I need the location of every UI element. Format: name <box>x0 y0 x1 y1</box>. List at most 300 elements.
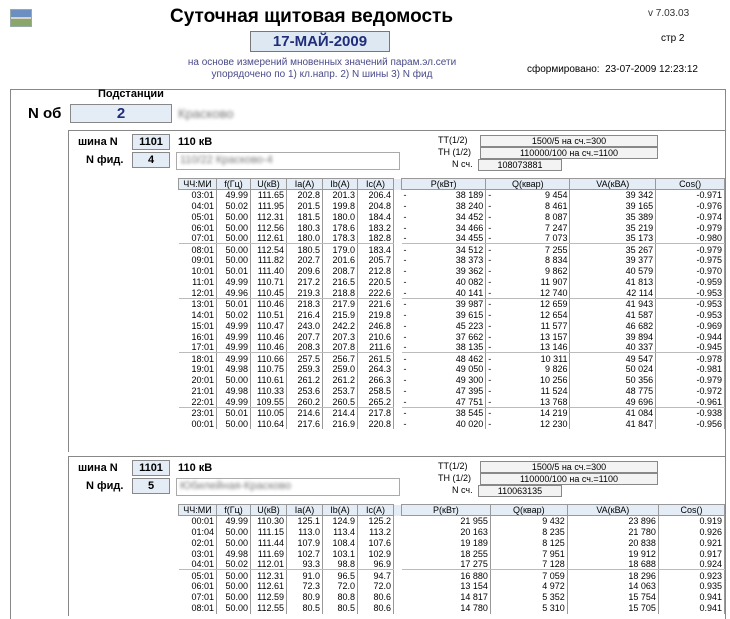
table-cell: 13 157 <box>498 331 570 342</box>
table-cell <box>490 537 502 548</box>
table-cell: 49.99 <box>217 396 251 407</box>
table-cell: -0.978 <box>656 353 725 364</box>
th-ratio-value: 110000/100 на сч.=1100 <box>480 473 658 485</box>
table-cell: 182.8 <box>358 233 394 244</box>
table-cell: - <box>486 396 498 407</box>
column-header: Ia(A) <box>287 179 323 190</box>
table-row <box>179 570 725 581</box>
table-cell: 13 768 <box>498 396 570 407</box>
table-cell: 34 466 <box>414 222 486 233</box>
table-row <box>179 386 725 397</box>
table-cell <box>402 526 414 537</box>
table-cell: 17 275 <box>414 559 491 570</box>
table-cell: -0.972 <box>656 386 725 397</box>
table-cell: 111.82 <box>251 255 287 266</box>
table-cell: 111.40 <box>251 266 287 277</box>
table-cell: 50.00 <box>217 526 251 537</box>
table-cell: 214.4 <box>323 407 358 418</box>
table-cell: 218.3 <box>287 298 323 309</box>
column-gap <box>394 179 402 190</box>
table-cell: 109.55 <box>251 396 287 407</box>
table-cell: 110.47 <box>251 320 287 331</box>
page-number: стр 2 <box>661 33 685 44</box>
table-cell <box>402 537 414 548</box>
table-cell: -0.938 <box>656 407 725 418</box>
table-cell: 110.46 <box>251 331 287 342</box>
table-cell: 110.51 <box>251 309 287 320</box>
table-cell: 06:01 <box>179 581 217 592</box>
table-cell: - <box>402 342 414 353</box>
table-cell: 23:01 <box>179 407 217 418</box>
column-gap <box>394 320 402 331</box>
table-cell: - <box>403 320 407 331</box>
table-cell: 125.1 <box>287 516 323 527</box>
column-header: f(Гц) <box>217 505 251 516</box>
feeder-value: 5 <box>132 478 170 494</box>
table-cell: -0.980 <box>656 233 725 244</box>
table-cell: -0.974 <box>656 211 725 222</box>
tt-ratio-label: ТТ(1/2) <box>438 135 468 145</box>
table-cell: 8 087 <box>498 211 570 222</box>
table-cell: 50.02 <box>217 200 251 211</box>
table-row <box>179 364 725 375</box>
table-cell: 35 173 <box>570 233 656 244</box>
table-cell: 112.61 <box>251 581 287 592</box>
table-cell: 220.5 <box>358 277 394 288</box>
feeder-name-box <box>176 152 400 170</box>
table-cell: 41 587 <box>570 309 656 320</box>
table-cell: 72.3 <box>287 581 323 592</box>
table-cell: 0.917 <box>658 548 724 559</box>
table-cell: 7 247 <box>498 222 570 233</box>
table-cell: 20:01 <box>179 375 217 386</box>
table-cell: 47 395 <box>414 386 486 397</box>
table-cell: 41 847 <box>570 418 656 429</box>
table-cell: -0.969 <box>656 320 725 331</box>
table-cell: 178.6 <box>323 222 358 233</box>
table-cell: 112.31 <box>251 211 287 222</box>
table-cell <box>402 603 414 614</box>
column-gap <box>394 233 402 244</box>
feeder-name: Юбилейная-Красково <box>180 480 292 492</box>
column-gap <box>394 298 402 309</box>
table-cell: - <box>486 233 498 244</box>
table-cell: 35 389 <box>570 211 656 222</box>
table-row <box>179 516 725 527</box>
table-cell: 96.9 <box>358 559 394 570</box>
table-cell: 108.4 <box>323 537 358 548</box>
table-cell <box>490 526 502 537</box>
table-cell: 18 688 <box>567 559 658 570</box>
table-cell: 264.3 <box>358 364 394 375</box>
table-cell: 38 135 <box>414 342 486 353</box>
table-cell: 113.2 <box>358 526 394 537</box>
table-cell: 265.2 <box>358 396 394 407</box>
table-cell <box>402 516 414 527</box>
table-cell: - <box>403 244 407 255</box>
table-cell: 50.01 <box>217 298 251 309</box>
table-cell: 112.59 <box>251 592 287 603</box>
column-gap <box>394 581 402 592</box>
table-cell: 40 082 <box>414 277 486 288</box>
column-gap <box>394 407 402 418</box>
table-cell: 41 943 <box>570 298 656 309</box>
table-cell: 50.00 <box>217 233 251 244</box>
table-cell: 243.0 <box>287 320 323 331</box>
table-cell: 06:01 <box>179 222 217 233</box>
table-cell: -0.944 <box>656 331 725 342</box>
column-gap <box>394 190 402 201</box>
meter-number-label: N сч. <box>452 485 473 495</box>
column-gap <box>394 396 402 407</box>
table-cell: 42 114 <box>570 288 656 299</box>
feeder-name-box <box>176 478 400 496</box>
n-ob-label: N об <box>28 105 62 122</box>
table-cell: 98.8 <box>323 559 358 570</box>
table-cell: 50.00 <box>217 581 251 592</box>
table-cell: 50.00 <box>217 255 251 266</box>
table-cell: 21 955 <box>414 516 491 527</box>
table-cell: 23 896 <box>567 516 658 527</box>
bus-value: 1101 <box>132 134 170 150</box>
table-cell: 38 373 <box>414 255 486 266</box>
table-cell: 110.45 <box>251 288 287 299</box>
table-cell: 180.0 <box>323 211 358 222</box>
table-cell: 180.0 <box>287 233 323 244</box>
table-cell: 50.01 <box>217 407 251 418</box>
voltage-class: 110 кВ <box>178 136 213 148</box>
column-header: Q(квар) <box>490 505 567 516</box>
table-cell: - <box>488 244 492 255</box>
column-gap <box>394 603 402 614</box>
table-cell: 40 020 <box>414 418 486 429</box>
table-row <box>179 375 725 386</box>
column-header: Cos() <box>656 179 725 190</box>
column-header: Ic(A) <box>358 179 394 190</box>
table-cell: 8 125 <box>502 537 567 548</box>
measurement-table <box>178 504 725 614</box>
table-cell: - <box>403 211 407 222</box>
table-cell: 39 894 <box>570 331 656 342</box>
table-cell: 50.02 <box>217 309 251 320</box>
table-cell: - <box>403 190 407 201</box>
table-cell: 80.6 <box>358 603 394 614</box>
table-row <box>179 211 725 222</box>
table-cell <box>402 581 414 592</box>
table-cell: 41 084 <box>570 407 656 418</box>
table-cell: - <box>403 331 407 342</box>
table-cell: 0.941 <box>658 603 724 614</box>
table-cell: 91.0 <box>287 570 323 581</box>
column-gap <box>394 309 402 320</box>
table-cell: 209.6 <box>287 266 323 277</box>
table-cell: -0.953 <box>656 288 725 299</box>
table-cell: 208.3 <box>287 342 323 353</box>
column-header: f(Гц) <box>217 179 251 190</box>
table-cell: 216.9 <box>323 418 358 429</box>
table-row <box>179 537 725 548</box>
table-cell: 5 310 <box>502 603 567 614</box>
table-cell: 12 654 <box>498 309 570 320</box>
table-cell: -0.945 <box>656 342 725 353</box>
column-gap <box>394 244 402 255</box>
table-cell: 217.6 <box>287 418 323 429</box>
table-cell: - <box>488 408 492 418</box>
column-gap <box>394 537 402 548</box>
table-cell <box>402 592 414 603</box>
column-gap <box>394 288 402 299</box>
table-cell: 217.8 <box>358 407 394 418</box>
table-cell: 50.00 <box>217 375 251 386</box>
table-cell: - <box>486 288 498 299</box>
table-cell: 9 454 <box>498 190 570 201</box>
table-cell: 183.4 <box>358 244 394 255</box>
table-cell: -0.971 <box>656 190 725 201</box>
table-cell <box>490 592 502 603</box>
table-cell: - <box>402 233 414 244</box>
table-cell: - <box>403 200 407 211</box>
column-gap <box>394 353 402 364</box>
table-cell: 110.64 <box>251 418 287 429</box>
table-cell: 221.6 <box>358 298 394 309</box>
table-cell: 80.6 <box>358 592 394 603</box>
table-cell: 94.7 <box>358 570 394 581</box>
table-cell: - <box>403 353 407 364</box>
table-cell: 253.6 <box>287 386 323 397</box>
n-ob-value: 2 <box>70 104 172 123</box>
table-cell: 39 377 <box>570 255 656 266</box>
table-cell: - <box>488 385 492 396</box>
table-cell: 112.56 <box>251 222 287 233</box>
table-cell: 16 880 <box>414 570 491 581</box>
table-cell: 21:01 <box>179 386 217 397</box>
table-row <box>179 592 725 603</box>
table-cell: - <box>488 364 492 375</box>
table-row <box>179 331 725 342</box>
table-cell: - <box>488 211 492 222</box>
table-row <box>179 266 725 277</box>
column-header: Q(квар) <box>486 179 570 190</box>
table-row <box>179 309 725 320</box>
column-header: ЧЧ:МИ <box>179 179 217 190</box>
table-cell: - <box>486 342 498 353</box>
table-cell: -0.976 <box>656 200 725 211</box>
table-cell: - <box>402 396 414 407</box>
column-gap <box>394 364 402 375</box>
table-cell: 112.61 <box>251 233 287 244</box>
table-cell: 220.8 <box>358 418 394 429</box>
column-gap <box>394 570 402 581</box>
table-cell: 113.0 <box>287 526 323 537</box>
table-cell: 01:04 <box>179 526 217 537</box>
th-ratio-label: ТН (1/2) <box>438 473 472 483</box>
table-cell: 112.31 <box>251 570 287 581</box>
table-cell: 20 163 <box>414 526 491 537</box>
table-cell: 07:01 <box>179 233 217 244</box>
feeder-name: 110/22 Красково-4 <box>180 154 273 166</box>
table-cell: 00:01 <box>179 418 217 429</box>
table-cell: 16:01 <box>179 331 217 342</box>
table-cell: 80.5 <box>323 603 358 614</box>
table-cell <box>490 581 502 592</box>
table-cell: 14 780 <box>414 603 491 614</box>
table-cell: 8 235 <box>502 526 567 537</box>
table-cell: 110.66 <box>251 353 287 364</box>
table-cell: 111.95 <box>251 200 287 211</box>
table-cell: 0.921 <box>658 537 724 548</box>
table-cell: 39 615 <box>414 309 486 320</box>
table-row <box>179 320 725 331</box>
table-cell: 38 189 <box>414 190 486 201</box>
table-cell: - <box>403 222 407 233</box>
table-cell: 7 073 <box>498 233 570 244</box>
table-cell: 39 165 <box>570 200 656 211</box>
table-cell: 72.0 <box>358 581 394 592</box>
table-cell: 216.5 <box>323 277 358 288</box>
table-cell: 214.6 <box>287 407 323 418</box>
table-cell: 180.5 <box>287 244 323 255</box>
table-cell: 00:01 <box>179 516 217 527</box>
table-cell: 10 311 <box>498 353 570 364</box>
table-cell: -0.956 <box>656 418 725 429</box>
column-gap <box>394 548 402 559</box>
table-cell: - <box>488 222 492 233</box>
table-cell: 110.46 <box>251 298 287 309</box>
table-cell: 201.3 <box>323 190 358 201</box>
table-row <box>179 418 725 429</box>
table-row <box>179 559 725 570</box>
table-cell: 14 063 <box>567 581 658 592</box>
table-row <box>179 190 725 201</box>
table-cell: 39 342 <box>570 190 656 201</box>
table-cell: 259.3 <box>287 364 323 375</box>
table-cell: 111.69 <box>251 548 287 559</box>
table-cell: 261.5 <box>358 353 394 364</box>
table-cell: 80.5 <box>287 603 323 614</box>
formed-timestamp <box>527 64 698 75</box>
table-cell: 207.8 <box>323 342 358 353</box>
table-cell: -0.979 <box>656 222 725 233</box>
table-cell: 15 754 <box>567 592 658 603</box>
column-gap <box>394 516 402 527</box>
table-cell: 202.8 <box>287 190 323 201</box>
table-cell: 212.8 <box>358 266 394 277</box>
column-header: P(кВт) <box>402 505 491 516</box>
table-cell <box>490 603 502 614</box>
table-cell: 124.9 <box>323 516 358 527</box>
table-cell: 0.926 <box>658 526 724 537</box>
table-cell: 222.6 <box>358 288 394 299</box>
table-cell: 107.9 <box>287 537 323 548</box>
table-cell: 49.99 <box>217 353 251 364</box>
table-cell: 18 255 <box>414 548 491 559</box>
table-cell: 246.8 <box>358 320 394 331</box>
table-cell: 199.8 <box>323 200 358 211</box>
table-cell: 04:01 <box>179 559 217 570</box>
table-cell: 0.923 <box>658 570 724 581</box>
table-cell: -0.975 <box>656 255 725 266</box>
column-header: Cos() <box>658 505 724 516</box>
table-cell: 12 230 <box>498 418 570 429</box>
table-cell <box>490 516 502 527</box>
column-gap <box>394 418 402 429</box>
table-row <box>179 342 725 353</box>
table-cell: 111.15 <box>251 526 287 537</box>
table-cell: 11 524 <box>498 386 570 397</box>
table-cell: 03:01 <box>179 190 217 201</box>
table-cell: - <box>403 364 407 375</box>
table-cell: 49.99 <box>217 320 251 331</box>
column-gap <box>394 386 402 397</box>
table-cell: - <box>403 255 407 266</box>
table-cell: 38 545 <box>414 407 486 418</box>
table-cell: 5 352 <box>502 592 567 603</box>
table-cell: 9 862 <box>498 266 570 277</box>
table-cell: 49.99 <box>217 516 251 527</box>
table-cell: 50.02 <box>217 559 251 570</box>
table-cell: 40 337 <box>570 342 656 353</box>
table-cell: 35 267 <box>570 244 656 255</box>
report-title: Суточная щитовая ведомость <box>170 6 454 27</box>
column-header: Ib(A) <box>323 505 358 516</box>
table-cell: 50.00 <box>217 570 251 581</box>
table-cell: 113.4 <box>323 526 358 537</box>
table-cell: 10:01 <box>179 266 217 277</box>
table-cell: 208.7 <box>323 266 358 277</box>
tt-ratio-value: 1500/5 на сч.=300 <box>480 135 658 147</box>
table-cell: 20 838 <box>567 537 658 548</box>
table-cell: 10 256 <box>498 375 570 386</box>
table-cell: 184.4 <box>358 211 394 222</box>
table-cell: 12:01 <box>179 288 217 299</box>
table-cell: 210.6 <box>358 331 394 342</box>
formed-value: 23-07-2009 12:23:12 <box>605 64 698 75</box>
table-cell: 102.7 <box>287 548 323 559</box>
table-cell: 50 024 <box>570 364 656 375</box>
table-row <box>179 526 725 537</box>
table-cell: 05:01 <box>179 570 217 581</box>
table-cell: 35 219 <box>570 222 656 233</box>
table-cell: 0.919 <box>658 516 724 527</box>
table-cell: 4 972 <box>502 581 567 592</box>
table-cell: -0.953 <box>656 309 725 320</box>
table-cell: 178.3 <box>323 233 358 244</box>
table-cell: 50.00 <box>217 244 251 255</box>
table-cell: 217.9 <box>323 298 358 309</box>
table-cell: 50.00 <box>217 418 251 429</box>
voltage-class: 110 кВ <box>178 462 213 474</box>
substation-label: Подстанции <box>98 88 164 100</box>
table-cell: 0.941 <box>658 592 724 603</box>
table-cell: 207.7 <box>287 331 323 342</box>
table-cell: 50.01 <box>217 266 251 277</box>
table-cell: - <box>488 277 492 288</box>
table-row <box>179 233 725 244</box>
table-cell: 19 912 <box>567 548 658 559</box>
table-cell: 04:01 <box>179 200 217 211</box>
column-header: Ia(A) <box>287 505 323 516</box>
table-cell: - <box>403 277 407 288</box>
feeder-value: 4 <box>132 152 170 168</box>
table-cell: 111.44 <box>251 537 287 548</box>
table-cell: 253.7 <box>323 386 358 397</box>
th-ratio-value: 110000/100 на сч.=1100 <box>480 147 658 159</box>
table-cell: 259.0 <box>323 364 358 375</box>
table-row <box>179 407 725 418</box>
table-cell: - <box>488 331 492 342</box>
table-cell: 50.00 <box>217 603 251 614</box>
table-cell: 218.8 <box>323 288 358 299</box>
